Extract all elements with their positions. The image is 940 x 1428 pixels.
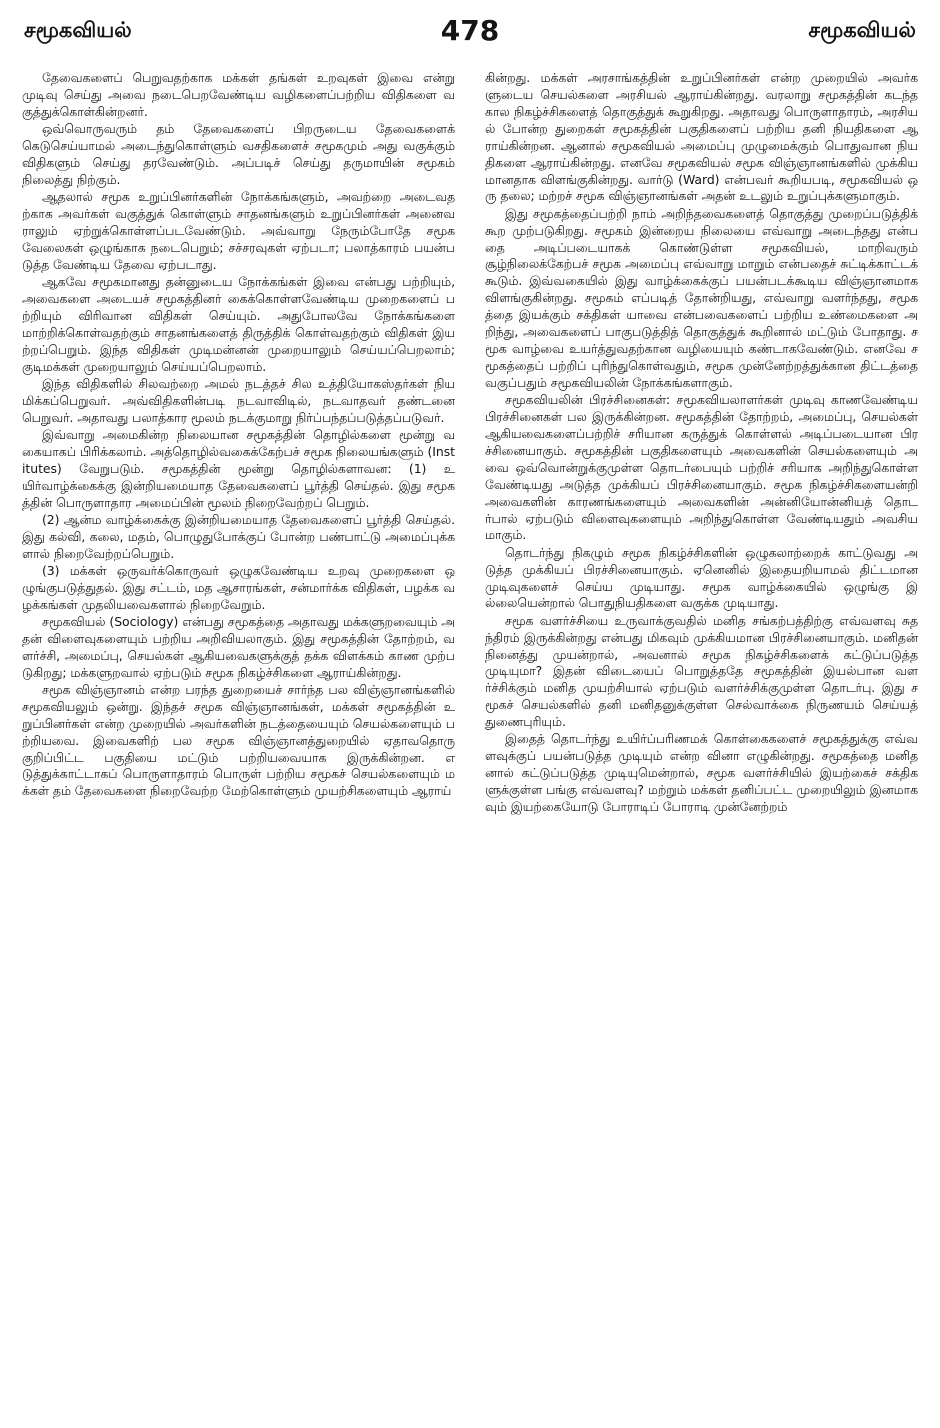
right-column xyxy=(485,70,918,1420)
paragraph: ஒவ்வொருவரும் தம் தேவைகளைப் பிறருடைய தேவைகளைக் கெடுசெய்யாமல் அடைந்துகொள்ளும் வசதிகளைச் சமூகமும் அது வகுக்கும் விதிகளும் செய்து தரவேண்டும். அப்படிச் செய்து தருமாயின் சமூகம் நிலைத்து நிற்கும். xyxy=(22,121,455,187)
paragraph: கின்றது. மக்கள் அரசாங்கத்தின் உறுப்பினர்கள் என்ற முறையில் அவர்களுடைய செயல்களை அரசியல் ஆராய்கின்றது. வரலாறு சமூகத்தின் கடந்த கால நிகழ்ச்சிகளைத் தொகுத்துக் கூறுகிறது. அதாவது பொருளாதாரம், அரசியல் போன்ற துறைகள் சமூகத்தின் பகுதிகளைப் பற்றிய தனி நியதிகளை ஆராய்கின்றன. ஆனால் சமூகவியல் அமைப்பு முழுமைக்கும் பொதுவான நியதிகளை ஆராய்கின்றது. எனவே சமூகவியல் சமூக விஞ்ஞானங்களில் முக்கியமானதாக விளங்குகின்றது. வார்டு (Ward) என்பவர் கூறியபடி, சமூகவியல் ஒரு தலை; மற்றச் சமூக விஞ்ஞானங்கள் அதன் உடலும் உறுப்புக்களுமாகும். xyxy=(485,70,918,204)
running-title-left: சமூகவியல் xyxy=(24,18,132,42)
paragraph: இதைத் தொடர்ந்து உயிர்ப்பரிணமக் கொள்கைகளைச் சமூகத்துக்கு எவ்வளவுக்குப் பயன்படுத்த முடியும் என்ற வினா எழுகின்றது. சமூகத்தை மனிதனால் கட்டுப்படுத்த முடியுமென்றால், சமூக வளர்ச்சியில் இயற்கைச் சக்திகளுக்குள்ள பங்கு எவ்வளவு? மற்றும் மக்கள் தனிப்பட்ட முறையிலும் இனமாகவும் இயற்கையோடு போராடிப் போராடி முன்னேற்றம் xyxy=(485,731,918,815)
paragraph: இது சமூகத்தைப்பற்றி நாம் அறிந்தவைகளைத் தொகுத்து முறைப்படுத்திக் கூற முற்படுகிறது. சமூகம் இன்றைய நிலையை எவ்வாறு அடைந்தது என்பதை அடிப்படையாகக் கொண்டுள்ள சமூகவியல், மாறிவரும் சூழ்நிலைக்கேற்பச் சமூக அமைப்பு எவ்வாறு மாறும் என்பதைச் சுட்டிக்காட்டக் கூடும். இவ்வகையில் இது வாழ்க்கைக்குப் பயன்படக்கூடிய விஞ்ஞானமாக விளங்குகின்றது. சமூகம் எப்படித் தோன்றியது, எவ்வாறு வளர்ந்தது, சமூகத்தை இயக்கும் சக்திகள் யாவை என்பவைகளைப் பற்றிய உண்மைகளை அறிந்து, அவைகளைப் பாகுபடுத்தித் தொகுத்துக் கூறினால் மட்டும் போதாது. சமூக வாழ்வை உயர்த்துவதற்கான வழியையும் கண்டாகவேண்டும். எனவே சமூகத்தைப் பற்றிப் புரிந்துகொள்வதும், சமூக முன்னேற்றத்துக்கான திட்டத்தை வகுப்பதும் சமூகவியலின் நோக்கங்களாகும். xyxy=(485,205,918,390)
paragraph: சமூக வளர்ச்சியை உருவாக்குவதில் மனித சங்கற்பத்திற்கு எவ்வளவு சுதந்திரம் இருக்கின்றது என்பது மிகவும் முக்கியமான பிரச்சினையாகும். மனிதன் நினைத்து முயன்றால், அவனால் சமூக நிகழ்ச்சிகளைக் கட்டுப்படுத்த முடியுமா? இதன் விடையைப் பொறுத்ததே சமூகத்தின் இயல்பான வளர்ச்சிக்கும் மனித முயற்சியால் ஏற்படும் வளர்ச்சிக்குமுள்ள தொடர்பு. இது சமூகச் செயல்களில் தனி மனிதனுக்குள்ள செல்வாக்கை நிருணயம் செய்யத் துணைபுரியும். xyxy=(485,612,918,730)
page-header xyxy=(24,14,916,54)
paragraph: ஆதலால் சமூக உறுப்பினர்களின் நோக்கங்களும், அவற்றை அடைவதற்காக அவர்கள் வகுத்துக் கொள்ளும் சாதனங்களும் உறுப்பினர்கள் அனைவராலும் ஏற்றுக்கொள்ளப்படவேண்டும். அவ்வாறு நேரும்போதே சமூக வேலைகள் ஒழுங்காக நடைபெறும்; சச்சரவுகள் ஏற்படா; பலாத்காரம் பயன்படுத்த வேண்டிய தேவை ஏற்படாது. xyxy=(22,189,455,272)
paragraph: இவ்வாறு அமைகின்ற நிலையான சமூகத்தின் தொழில்களை மூன்று வகையாகப் பிரிக்கலாம். அத்தொழில்வகைக்கேற்பச் சமூக நிலையங்களும் (Institutes) வேறுபடும். சமூகத்தின் மூன்று தொழில்களாவன: (1) உயிர்வாழ்க்கைக்கு இன்றியமையாத தேவைகளைப் பூர்த்தி செய்தல். இது சமூகத்தின் பொருளாதார அமைப்பின் மூலம் நிறைவேற்றப் பெறும். xyxy=(22,426,455,510)
paragraph: சமூக விஞ்ஞானம் என்ற பரந்த துறையைச் சார்ந்த பல விஞ்ஞானங்களில் சமூகவியலும் ஒன்று. இந்தச் சமூக விஞ்ஞானங்கள், மக்கள் சமூகத்தின் உறுப்பினர்கள் என்ற முறையில் அவர்களின் நடத்தையையும் செயல்களையும் பற்றியவை. இவைகளிற் பல சமூக விஞ்ஞானத்துறையில் ஏதாவதொரு குறிப்பிட்ட பகுதியை மட்டும் பற்றியவையாக இருக்கின்றன. எடுத்துக்காட்டாகப் பொருளாதாரம் பொருள் பற்றிய சமூகச் செயல்களையும் மக்கள் தம் தேவைகளை நிறைவேற்ற மேற்கொள்ளும் முயற்சிகளையும் ஆராய் xyxy=(22,681,455,799)
text-columns xyxy=(22,70,918,1420)
running-title-right: சமூகவியல் xyxy=(808,18,916,42)
entry-paragraph-sociology: சமூகவியல் (Sociology) என்பது சமூகத்தை அதாவது மக்களுறவையும் அதன் விளைவுகளையும் பற்றிய அறிவியலாகும். இது சமூகத்தின் தோற்றம், வளர்ச்சி, அமைப்பு, செயல்கள் ஆகியவைகளுக்குத் தக்க விளக்கம் காண முற்படுகிறது; மக்களுறவால் ஏற்படும் சமூக நிகழ்ச்சிகளை ஆராய்கின்றது. xyxy=(22,613,455,680)
paragraph: சமூகவியலின் பிரச்சினைகள்: சமூகவியலாளர்கள் முடிவு காணவேண்டிய பிரச்சினைகள் பல இருக்கின்றன. சமூகத்தின் தோற்றம், அமைப்பு, செயல்கள் ஆகியவைகளைப்பற்றிச் சரியான கருத்துக் கொள்ளல் அடிப்படையான பிரச்சினையாகும். சமூகத்தின் பகுதிகளையும் அவைகளின் செயல்களையும் அவை ஒவ்வொன்றுக்குமுள்ள தொடர்பையும் பற்றிச் சரியாக அறிந்துகொள்ள வேண்டியது அடுத்த முக்கியப் பிரச்சினையாகும். சமூக நிகழ்ச்சிகளையன்றி அவைகளின் காரணங்களையும் அவைகளின் அன்னியோன்னியத் தொடர்பால் ஏற்படும் விளைவுகளையும் அறிந்துகொள்ள வேண்டியதும் அவசியமாகும். xyxy=(485,392,918,543)
page-number: 478 xyxy=(440,14,500,47)
paragraph: ஆகவே சமூகமானது தன்னுடைய நோக்கங்கள் இவை என்பது பற்றியும், அவைகளை அடையச் சமூகத்தினர் கைக்கொள்ளவேண்டிய முறைகளைப் பற்றியும் விரிவான விதிகள் செய்யும். அதுபோலவே நோக்கங்களை மாற்றிக்கொள்வதற்கும் சாதனங்களைத் திருத்திக் கொள்வதற்கும் விதிகள் இயற்றப்பெறும். இந்த விதிகள் முடிமன்னன் முறையாலும் செய்யப்பெறலாம்; குடிமக்கள் முறையாலும் செய்யப்பெறலாம். xyxy=(22,273,455,374)
paragraph: இந்த விதிகளில் சிலவற்றை அமல் நடத்தச் சில உத்தியோகஸ்தர்கள் நியமிக்கப்பெறுவர். அவ்விதிகளின்படி நடவாவிடில், நடவாதவர் தண்டனை பெறுவர். அதாவது பலாத்கார மூலம் நடக்குமாறு நிர்ப்பந்தப்படுத்தப்படுவர். xyxy=(22,375,455,425)
paragraph: (3) மக்கள் ஒருவர்க்கொருவர் ஒழுகவேண்டிய உறவு முறைகளை ஒழுங்குபடுத்துதல். இது சட்டம், மத ஆசாரங்கள், சன்மார்க்க விதிகள், பழக்க வழக்கங்கள் முதலியவைகளால் நிறைவேறும். xyxy=(22,562,455,612)
left-column xyxy=(22,70,455,1420)
paragraph: தொடர்ந்து நிகழும் சமூக நிகழ்ச்சிகளின் ஒழுகலாற்றைக் காட்டுவது அடுத்த முக்கியப் பிரச்சினையாகும். ஏனெனில் இதையறியாமல் திட்டமான முடிவுகளைச் செய்ய முடியாது. சமூக வாழ்க்கையில் ஒழுங்கு இல்லையென்றால் பொதுநியதிகளை வகுக்க முடியாது. xyxy=(485,544,918,611)
paragraph: (2) ஆன்ம வாழ்க்கைக்கு இன்றியமையாத தேவைகளைப் பூர்த்தி செய்தல். இது கல்வி, கலை, மதம், பொழுதுபோக்குப் போன்ற பண்பாட்டு அமைப்புக்களால் நிறைவேற்றப்பெறும். xyxy=(22,511,455,561)
paragraph: தேவைகளைப் பெறுவதற்காக மக்கள் தங்கள் உறவுகள் இவை என்று முடிவு செய்து அவை நடைபெறவேண்டிய வழிகளைப்பற்றிய விதிகளை வகுத்துக்கொள்கின்றனர். xyxy=(22,70,455,119)
